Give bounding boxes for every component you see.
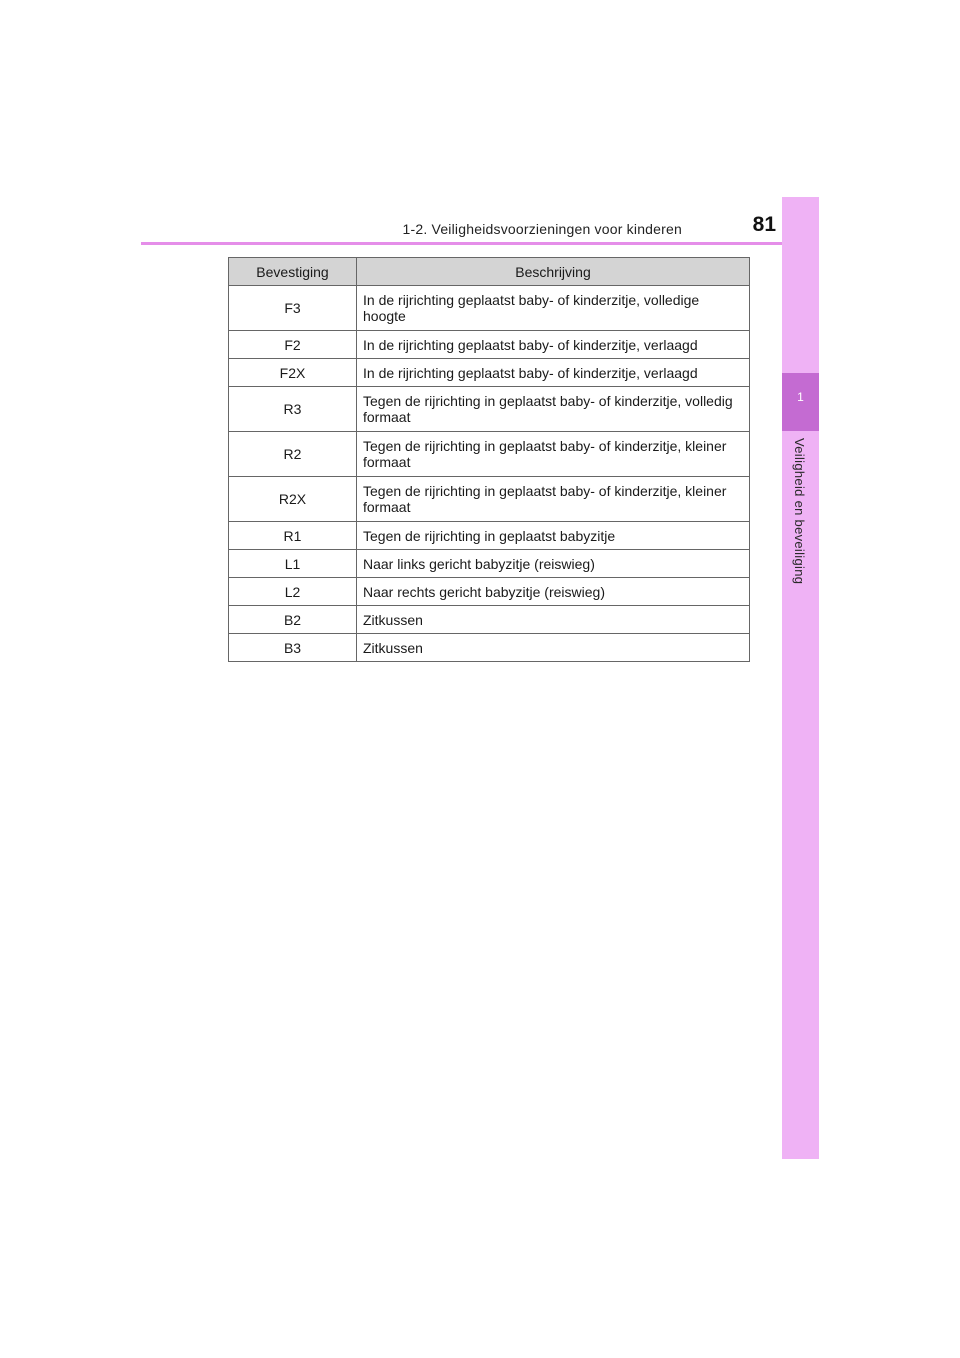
table-row — [229, 550, 750, 578]
table-row — [229, 359, 750, 387]
fixture-code: F3 — [229, 286, 357, 331]
table-row — [229, 331, 750, 359]
fixture-code: L1 — [229, 550, 357, 578]
fixture-code: F2 — [229, 331, 357, 359]
chapter-side-tab — [782, 197, 819, 1159]
fixture-description: Zitkussen — [357, 634, 750, 662]
fixture-code: F2X — [229, 359, 357, 387]
table-body — [229, 286, 750, 662]
fixture-code: R2 — [229, 432, 357, 477]
chapter-number: 1 — [797, 390, 804, 404]
fixture-code: B2 — [229, 606, 357, 634]
table-row — [229, 522, 750, 550]
fixture-description: In de rijrichting geplaatst baby- of kinderzitje, verlaagd — [357, 331, 750, 359]
table-header-row — [229, 258, 750, 286]
seat-fixture-table — [228, 257, 750, 662]
fixture-description: Naar links gericht babyzitje (reiswieg) — [357, 550, 750, 578]
fixture-description: Naar rechts gericht babyzitje (reiswieg) — [357, 578, 750, 606]
page-number: 81 — [752, 213, 776, 236]
header-divider — [141, 242, 819, 245]
table-row — [229, 387, 750, 432]
fixture-code: L2 — [229, 578, 357, 606]
table-row — [229, 606, 750, 634]
fixture-description: Tegen de rijrichting in geplaatst babyzitje — [357, 522, 750, 550]
fixture-description: In de rijrichting geplaatst baby- of kinderzitje, verlaagd — [357, 359, 750, 387]
section-title: 1-2. Veiligheidsvoorzieningen voor kinderen — [402, 221, 682, 237]
fixture-code: B3 — [229, 634, 357, 662]
table-row — [229, 578, 750, 606]
fixture-description: In de rijrichting geplaatst baby- of kinderzitje, volledige hoogte — [357, 286, 750, 331]
table-row — [229, 286, 750, 331]
fixture-code: R1 — [229, 522, 357, 550]
fixture-description: Tegen de rijrichting in geplaatst baby- of kinderzitje, volledig formaat — [357, 387, 750, 432]
table-row — [229, 432, 750, 477]
table-row — [229, 477, 750, 522]
column-header-bevestiging: Bevestiging — [229, 258, 357, 286]
column-header-beschrijving: Beschrijving — [357, 258, 750, 286]
fixture-description: Zitkussen — [357, 606, 750, 634]
fixture-description: Tegen de rijrichting in geplaatst baby- of kinderzitje, kleiner formaat — [357, 432, 750, 477]
fixture-code: R3 — [229, 387, 357, 432]
table-row — [229, 634, 750, 662]
fixture-description: Tegen de rijrichting in geplaatst baby- of kinderzitje, kleiner formaat — [357, 477, 750, 522]
fixture-code: R2X — [229, 477, 357, 522]
chapter-title: Veiligheid en beveiliging — [792, 438, 807, 585]
